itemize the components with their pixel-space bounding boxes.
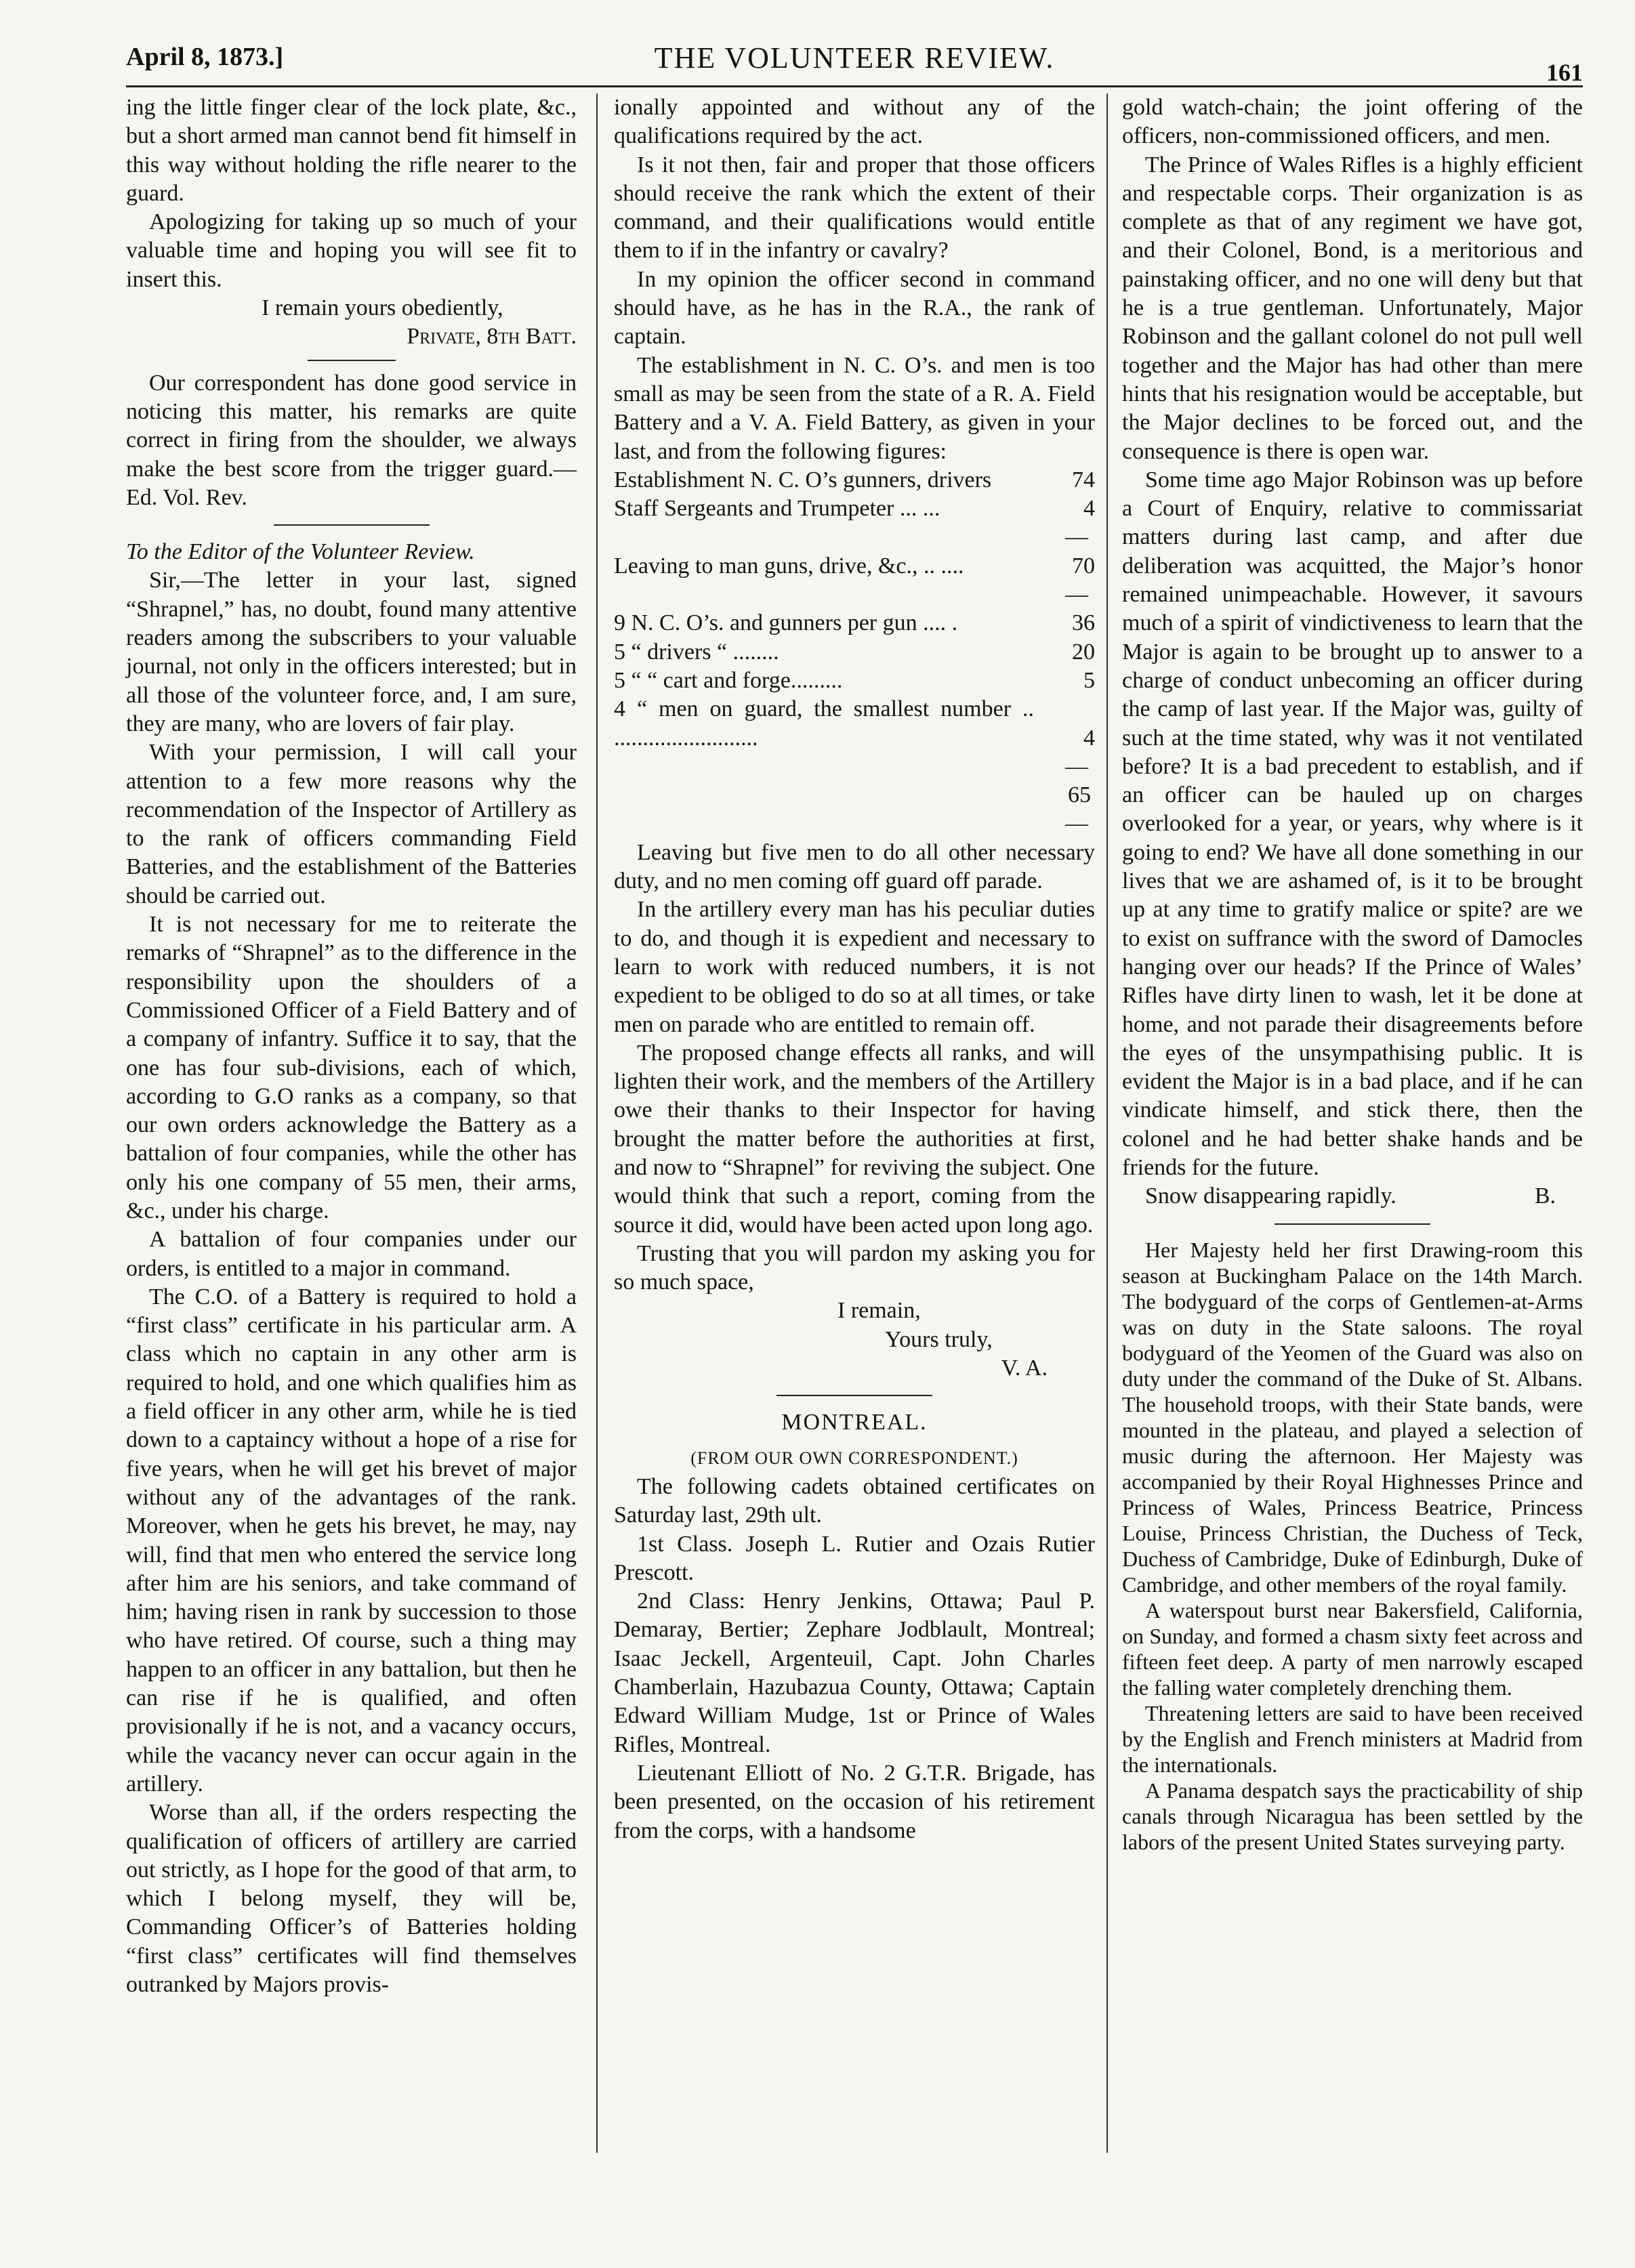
editor-note: Our correspondent has done good service in noticing this matter, his remarks are quite correct in firing from the shoulder, we always make the best score from the trigger guard.—Ed. Vol. Rev. [126,370,577,510]
letter-paragraph: Is it not then, fair and proper that those officers should receive the rank which the extent of their command, and their qualifications would entitle them to if in the infantry or cavalry? [614,152,1095,264]
letter-closing: Yours truly, [885,1326,993,1352]
table-value: 70 [1072,553,1095,579]
newspaper-title: THE VOLUNTEER REVIEW. [654,41,1055,75]
table-row [614,495,1095,523]
table-row [614,667,1095,695]
table-value: 5 [1083,667,1095,693]
section-heading: MONTREAL. [781,1410,928,1435]
news-item: Her Majesty held her first Drawing-room this season at Buckingham Palace on the 14th March. The bodyguard of the corps of Gentlemen-at-Arms was on duty in the State saloons. The royal bodyguard of the Yeomen of the Guard was also on duty under the command of the Duke of St. Albans. The household troops, with their State bands, were mounted in the plateau, and played a selection of music during the afternoon. Her Majesty was accompanied by their Royal Highnesses Prince and Princess of Wales, Princess Beatrice, Princess Louise, Princess Christian, the Duchess of Teck, Duchess of Cambridge, Duke of Edinburgh, Duke of Cambridge, and other members of the royal family. [1122,1237,1583,1597]
letter-paragraph: Trusting that you will pardon my asking you for so much space, [614,1240,1095,1295]
news-item: Threatening letters are said to have been received by the English and French ministers at Madrid from the internationals. [1122,1700,1583,1777]
establishment-table [614,466,1095,839]
table-row [614,552,1095,581]
table-value: 36 [1072,610,1095,636]
table-label: Staff Sergeants and Trumpeter ... ... [614,496,940,522]
signoff-text: Snow disappearing rapidly. [1145,1183,1396,1209]
table-rule: — [1065,524,1088,550]
letter-paragraph: In the artillery every man has his peculiar duties to do, and though it is expedient and necessary to learn to work with reduced numbers, it is not expedient to be obliged to do so at all times, or take men on parade who are entitled to remain off. [614,897,1095,1037]
letter-paragraph: Leaving but five men to do all other necessary duty, and no men coming off guard off parade. [614,839,1095,894]
table-rule: — [1065,582,1088,608]
table-row [614,466,1095,495]
news-paragraph: The Prince of Wales Rifles is a highly efficient and respectable corps. Their organization is as complete as that of any regiment we have got, and their Colonel, Bond, is a meritorious and painstaking officer, and no one will deny but that he is a true gentleman. Unfortunately, Major Robinson and the gallant colonel do not pull well together and the Major has had other than mere hints that his resignation would be acceptable, but the Major declines to be forced out, and the consequence is there is open war. [1122,152,1583,464]
issue-date: April 8, 1873.] [126,43,284,71]
letter-paragraph: With your permission, I will call your attention to a few more reasons why the recommendation of the Inspector of Artillery as to the rank of officers commanding Field Batteries, and the establishment of the Batteries should be carried out. [126,740,577,908]
letter-paragraph: Sir,—The letter in your last, signed “Shrapnel,” has, no doubt, found many attentive readers among the subscribers to your valuable journal, not only in the officers interested; but in all those of the volunteer force, and, I am sure, they are many, who are lovers of fair play. [126,568,577,736]
table-value: 20 [1072,639,1095,665]
news-paragraph: Lieutenant Elliott of No. 2 G.T.R. Brigade, has been presented, on the occasion of his retirement from the corps, with a handsome [614,1760,1095,1843]
letter-paragraph: ionally appointed and without any of the qualifications required by the act. [614,95,1095,149]
section-subheading: (FROM OUR OWN CORRESPONDENT.) [690,1448,1018,1468]
letter-paragraph: In my opinion the officer second in command should have, as he has in the R.A., the rank of captain. [614,266,1095,350]
table-rule: — [1065,753,1088,779]
divider [274,524,430,526]
table-value: 4 [1083,496,1095,522]
table-label: 9 N. C. O’s. and gunners per gun .... . [614,610,958,636]
table-total: 65 [1068,782,1091,808]
news-item: A Panama despatch says the practicability of ship canals through Nicaragua has been settled by the labors of the present United States surveying party. [1122,1778,1583,1854]
table-value: 4 [1083,725,1095,751]
column-1 [126,93,577,1999]
news-paragraph: 2nd Class: Henry Jenkins, Ottawa; Paul P. Demaray, Bertier; Zephare Jodblault, Montreal; Isaac Jeckell, Argenteuil, Capt. John Charles Chamberlain, Hazubazua County, Ottawa; Captain Edward William Mudge, 1st or Prince of Wales Rifles, Montreal. [614,1589,1095,1757]
letter-paragraph: A battalion of four companies under our orders, is entitled to a major in command. [126,1227,577,1281]
news-item: A waterspout burst near Bakersfield, California, on Sunday, and formed a chasm sixty feet across and fifteen feet deep. A party of men narrowly escaped the falling water completely drenching them. [1122,1597,1583,1700]
table-value: 74 [1072,467,1095,492]
letter-paragraph: The proposed change effects all ranks, and will lighten their work, and the members of the Artillery owe their thanks to their Inspector for having brought the matter before the authorities at first, and now to “Shrapnel” for reviving the subject. One would think that such a report, coming from the source it did, would have been acted upon long ago. [614,1040,1095,1238]
table-label: 4 “ men on guard, the smallest number .. ......................... [614,696,1034,751]
letter-closing: I remain, [837,1298,921,1324]
letter-initials: V. A. [1001,1356,1048,1381]
letter-closing: I remain yours obediently, [262,295,503,321]
letter-paragraph: Worse than all, if the orders respecting the qualification of officers of artillery are carried out strictly, as I hope for the good of that arm, to which I belong myself, they will be, Commanding Officer’s of Batteries holding “first class” certificates will find themselves outranked by Majors provis- [126,1800,577,1997]
letter-paragraph: The C.O. of a Battery is required to hold a “first class” certificate in his particular arm. A class which no captain in any other arm is required to hold, and one which qualifies him as a field officer in any other arm, while he is tied down to a captaincy without a hope of a rise for five years, when he will get his brevet of major without any of the advantages of the rank. Moreover, when he gets his brevet, he may, nay will, find that men who entered the service long after him are his seniors, and take command of him; having risen in rank by succession to those who have retired. Of course, such a thing may happen to an officer in any battalion, but then he can rise if he is qualified, and often provisionally if he is not, and a vacancy occurs, while the vacancy never can occur again in the artillery. [126,1284,577,1797]
masthead [126,38,1583,87]
news-paragraph: gold watch-chain; the joint offering of the officers, non-commissioned officers, and men. [1122,95,1583,149]
table-label: 5 “ “ cart and forge......... [614,667,843,693]
letter-paragraph: It is not necessary for me to reiterate the remarks of “Shrapnel” as to the difference in the responsibility upon the shoulders of a Commissioned Officer of a Field Battery and of a company of infantry. Suffice it to say, that the one has four sub-divisions, each of which, according to G.O ranks as a company, so that our own orders acknowledge the Battery as a battalion of four companies, while the other has only his one company of 55 men, their arms, &c., under his charge. [126,912,577,1223]
letter-continuation: ing the little finger clear of the lock plate, &c., but a short armed man cannot bend fit himself in this way without holding the rifle nearer to the guard. [126,95,577,206]
letter-apology: Apologizing for taking up so much of your valuable time and hoping you will see fit to insert this. [126,209,577,292]
letter-signer: Private, 8th Batt. [407,324,577,350]
divider [1275,1223,1430,1225]
divider [308,360,396,361]
signoff-initial: B. [1534,1183,1556,1209]
divider [777,1395,932,1396]
table-row [614,638,1095,667]
column-3 [1122,93,1583,1855]
column-rule-2 [1106,93,1108,2153]
news-paragraph: 1st Class. Joseph L. Rutier and Ozais Rutier Prescott. [614,1531,1095,1585]
column-2 [614,93,1095,1845]
table-label: Leaving to man guns, drive, &c., .. .... [614,553,964,579]
table-row [614,695,1095,753]
letter-address: To the Editor of the Volunteer Review. [126,539,475,565]
column-rule-1 [596,93,598,2153]
news-paragraph: Some time ago Major Robinson was up before a Court of Enquiry, relative to commissariat matters during last camp, and after due deliberation was acquitted, the Major’s honor remained unimpeachable. However, it savours much of a spirit of vindictiveness to learn that the Major is again to be brought up to answer to a charge of conduct unbecoming an officer during the camp of last year. If the Major was, guilty of such at the time stated, why was it not ventilated before? It is a bad precedent to establish, and if an officer can be hauled up on charges overlooked for a year, or years, why where is it going to end? We have all done something in our lives that we are ashamed of, is it to be brought up at any time to gratify malice or spite? are we to exist on suffrance with the sword of Damocles hanging over our heads? If the Prince of Wales’ Rifles have dirty linen to wash, let it be done at home, and not parade their disagreements before the eyes of the unsympathising public. It is evident the Major is in a bad place, and if he can vindicate himself, and stick there, then the colonel and he had better shake hands and be friends for the future. [1122,467,1583,1180]
article-signoff [1122,1182,1583,1211]
table-label: 5 “ drivers “ ........ [614,639,779,665]
table-row [614,609,1095,637]
page-number: 161 [1546,59,1583,86]
news-paragraph: The following cadets obtained certificates on Saturday last, 29th ult. [614,1473,1095,1528]
table-label: Establishment N. C. O’s gunners, drivers [614,467,992,492]
table-rule: — [1065,811,1088,837]
letter-paragraph: The establishment in N. C. O’s. and men is too small as may be seen from the state of a R. A. Field Battery and a V. A. Field Battery, as given in your last, and from the following figures: [614,352,1095,464]
